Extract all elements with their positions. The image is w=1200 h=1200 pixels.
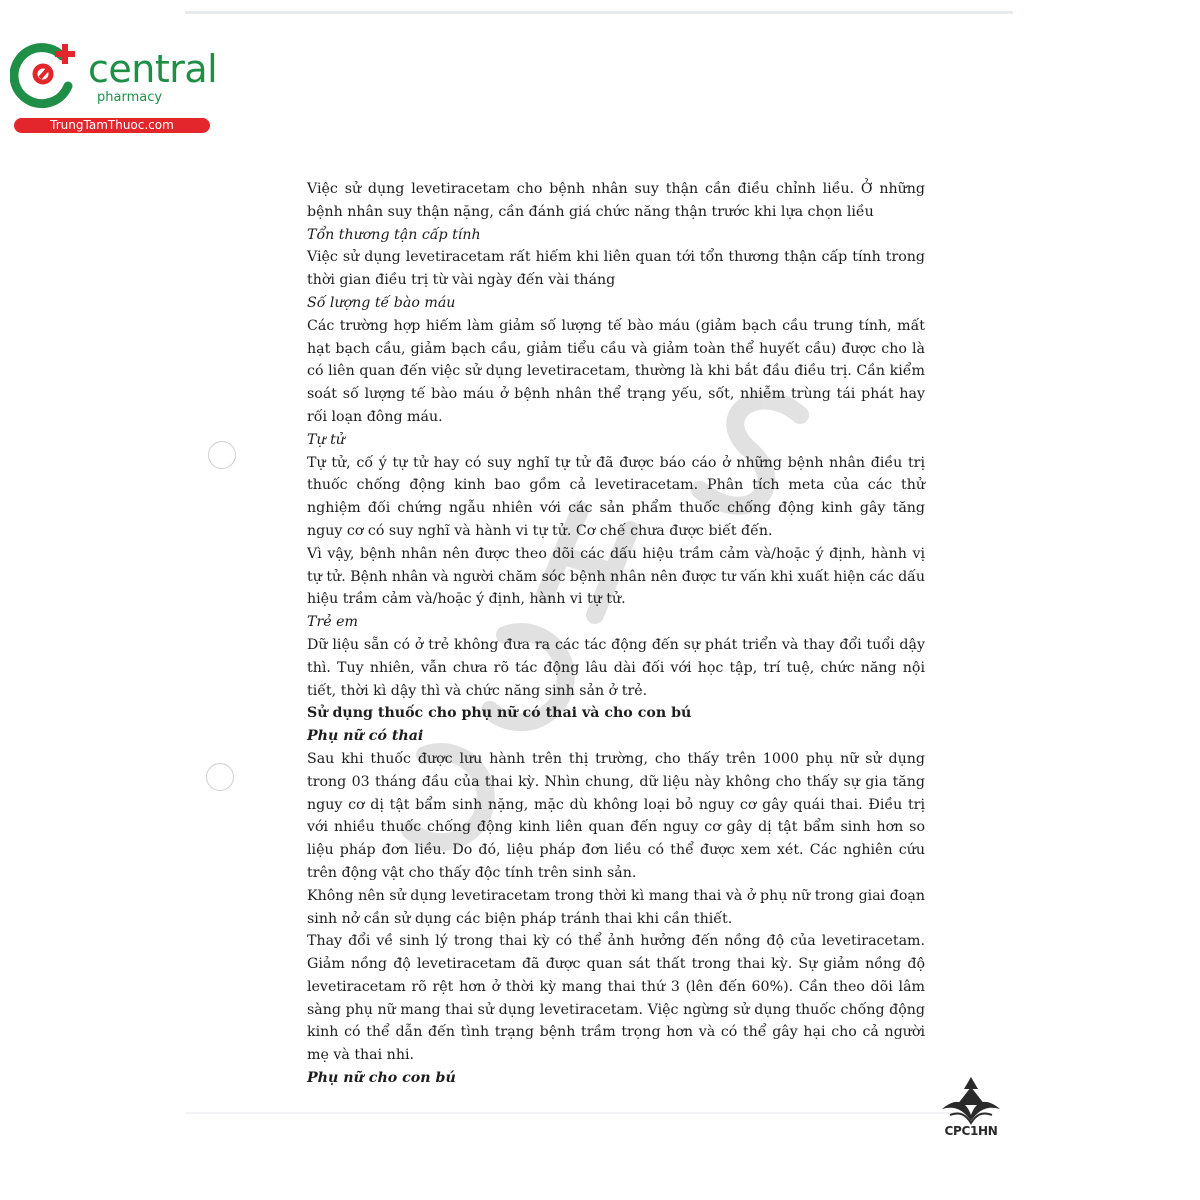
brand-logo[interactable] <box>10 38 218 138</box>
body-paragraph: Tự tử, cố ý tự tử hay có suy nghĩ tự tử đã được báo cáo ở những bệnh nhân điều trị thuốc chống động kinh bao gồm cả levetiracetam. Phân tích meta của các thử nghiệm đối chứng ngẫu nhiên với các sản phẩm thuốc chống động kinh gây tăng nguy cơ có suy nghĩ và hành vi tự tử. Cơ chế chưa được biết đến. <box>307 454 925 539</box>
cpc1hn-logo <box>938 1075 1004 1145</box>
brand-url[interactable]: TrungTamThuoc.com <box>14 118 210 133</box>
body-paragraph: Việc sử dụng levetiracetam cho bệnh nhân suy thận cần điều chỉnh liều. Ở những bệnh nhân suy thận nặng, cần đánh giá chức năng thận trước khi lựa chọn liều <box>307 181 925 220</box>
punch-hole <box>206 763 234 791</box>
body-paragraph: Các trường hợp hiếm làm giảm số lượng tế bào máu (giảm bạch cầu trung tính, mất hạt bạch cầu, giảm bạch cầu, giảm tiểu cầu và giảm toàn thể huyết cầu) được cho là có liên quan đến việc sử dụng levetiracetam, thường là khi bắt đầu điều trị. Cần kiểm soát số lượng tế bào máu ở bệnh nhân thể trạng yếu, sốt, nhiễm trùng tái phát hay rối loạn đông máu. <box>307 317 925 425</box>
body-paragraph: Không nên sử dụng levetiracetam trong thời kì mang thai và ở phụ nữ trong giai đoạn sinh nở cần sử dụng các biện pháp tránh thai khi cần thiết. <box>307 887 925 927</box>
pharmacy-cross-icon <box>10 38 84 110</box>
top-rule <box>185 11 1013 14</box>
cpc1hn-mark-icon <box>938 1075 1004 1125</box>
brand-name: central <box>88 47 218 91</box>
section-subheading-bold: Phụ nữ có thai <box>307 728 424 745</box>
section-subheading-bold: Phụ nữ cho con bú <box>307 1070 456 1087</box>
body-paragraph: Dữ liệu sẵn có ở trẻ không đưa ra các tác động đến sự phát triển và thay đổi tuổi dậy thì. Tuy nhiên, vẫn chưa rõ tác động lâu dài đối với học tập, trí tuệ, chức năng nội tiết, thời kì dậy thì và chức năng sinh sản ở trẻ. <box>307 636 925 699</box>
cpc1hn-label: CPC1HN <box>944 1124 998 1138</box>
watermark-text: CCHS <box>330 360 334 361</box>
section-subheading: Tự tử <box>307 431 345 448</box>
document-body <box>307 178 925 1090</box>
bottom-rule <box>185 1112 985 1114</box>
punch-hole <box>208 441 236 469</box>
section-subheading: Tổn thương tận cấp tính <box>307 226 481 243</box>
section-subheading: Số lượng tế bào máu <box>307 294 456 311</box>
body-paragraph: Sau khi thuốc được lưu hành trên thị trường, cho thấy trên 1000 phụ nữ sử dụng trong 03 tháng đầu của thai kỳ. Nhìn chung, dữ liệu này không cho thấy sự gia tăng nguy cơ dị tật bẩm sinh nặng, mặc dù không loại bỏ nguy cơ gây quái thai. Điều trị với nhiều thuốc chống động kinh liên quan đến nguy cơ gây dị tật bẩm sinh hơn so liệu pháp đơn liều. Do đó, liệu pháp đơn liều có thể được xem xét. Các nghiên cứu trên động vật cho thấy độc tính trên sinh sản. <box>307 750 925 881</box>
body-paragraph: Thay đổi về sinh lý trong thai kỳ có thể ảnh hưởng đến nồng độ của levetiracetam. Giảm nồng độ levetiracetam đã được quan sát thất trong thai kỳ. Sự giảm nồng độ levetiracetam rõ rệt hơn ở thời kỳ mang thai thứ 3 (lên đến 60%). Cần theo dõi lâm sàng phụ nữ mang thai sử dụng levetiracetam. Việc ngừng sử dụng thuốc chống động kinh có thể dẫn đến tình trạng bệnh trầm trọng hơn và có thể gây hại cho cả người mẹ và thai nhi. <box>307 933 925 1064</box>
brand-subtitle: pharmacy <box>97 90 163 105</box>
body-paragraph: Vì vậy, bệnh nhân nên được theo dõi các dấu hiệu trầm cảm và/hoặc ý định, hành vị tự tử. Bệnh nhân và người chăm sóc bệnh nhân nên được tư vấn khi xuất hiện các dấu hiệu trầm cảm và/hoặc ý định, hành vi tự tử. <box>307 545 925 608</box>
body-paragraph: Việc sử dụng levetiracetam rất hiếm khi liên quan tới tổn thương thận cấp tính trong thời gian điều trị từ vài ngày đến vài tháng <box>307 249 925 289</box>
section-subheading: Trẻ em <box>307 614 359 631</box>
section-heading: Sử dụng thuốc cho phụ nữ có thai và cho con bú <box>307 705 692 722</box>
